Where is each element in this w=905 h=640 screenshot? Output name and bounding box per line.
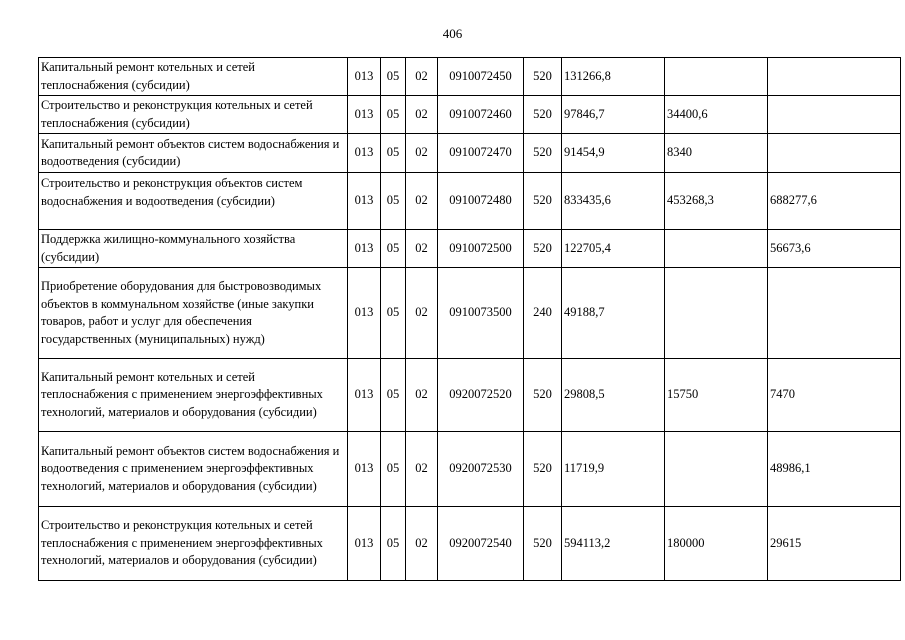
amount-3: 56673,6 xyxy=(768,230,901,268)
expense-type-code: 520 xyxy=(524,173,562,230)
table-row xyxy=(39,268,901,359)
table-row xyxy=(39,507,901,581)
target-article-code: 0910072500 xyxy=(438,230,524,268)
amount-2: 34400,6 xyxy=(665,96,768,134)
expense-type-code: 520 xyxy=(524,507,562,581)
amount-2: 8340 xyxy=(665,134,768,173)
table-row xyxy=(39,134,901,173)
target-article-code: 0910073500 xyxy=(438,268,524,359)
amount-1: 594113,2 xyxy=(562,507,665,581)
amount-1: 29808,5 xyxy=(562,359,665,432)
table-row xyxy=(39,173,901,230)
amount-1: 97846,7 xyxy=(562,96,665,134)
row-name: Строительство и реконструкция котельных и сетей теплоснабжения (субсидии) xyxy=(39,96,348,134)
section-code: 05 xyxy=(381,173,406,230)
table-row xyxy=(39,96,901,134)
expense-type-code: 520 xyxy=(524,230,562,268)
section-code: 05 xyxy=(381,432,406,507)
table-row xyxy=(39,359,901,432)
amount-3: 688277,6 xyxy=(768,173,901,230)
section-code: 05 xyxy=(381,96,406,134)
amount-2 xyxy=(665,432,768,507)
expense-type-code: 240 xyxy=(524,268,562,359)
table-row xyxy=(39,432,901,507)
section-code: 05 xyxy=(381,58,406,96)
section-code: 05 xyxy=(381,230,406,268)
section-code: 05 xyxy=(381,507,406,581)
subsection-code: 02 xyxy=(406,359,438,432)
target-article-code: 0920072530 xyxy=(438,432,524,507)
amount-2 xyxy=(665,230,768,268)
ministry-code: 013 xyxy=(348,230,381,268)
target-article-code: 0910072470 xyxy=(438,134,524,173)
target-article-code: 0910072450 xyxy=(438,58,524,96)
amount-1: 833435,6 xyxy=(562,173,665,230)
amount-3 xyxy=(768,96,901,134)
subsection-code: 02 xyxy=(406,134,438,173)
amount-1: 11719,9 xyxy=(562,432,665,507)
amount-3: 48986,1 xyxy=(768,432,901,507)
page-number: 406 xyxy=(442,26,463,41)
ministry-code: 013 xyxy=(348,96,381,134)
section-code: 05 xyxy=(381,359,406,432)
section-code: 05 xyxy=(381,268,406,359)
subsection-code: 02 xyxy=(406,230,438,268)
subsection-code: 02 xyxy=(406,432,438,507)
amount-3 xyxy=(768,58,901,96)
row-name: Строительство и реконструкция объектов систем водоснабжения и водоотведения (субсидии) xyxy=(39,173,348,230)
amount-3: 29615 xyxy=(768,507,901,581)
ministry-code: 013 xyxy=(348,173,381,230)
target-article-code: 0920072520 xyxy=(438,359,524,432)
expense-type-code: 520 xyxy=(524,359,562,432)
amount-3: 7470 xyxy=(768,359,901,432)
row-name: Строительство и реконструкция котельных и сетей теплоснабжения с применением энергоэффективных технологий, материалов и оборудования (субсидии) xyxy=(39,507,348,581)
table-row xyxy=(39,230,901,268)
expense-type-code: 520 xyxy=(524,96,562,134)
row-name: Капитальный ремонт объектов систем водоснабжения и водоотведения (субсидии) xyxy=(39,134,348,173)
row-name: Капитальный ремонт объектов систем водоснабжения и водоотведения с применением энергоэффективных технологий, материалов и оборудования (субсидии) xyxy=(39,432,348,507)
ministry-code: 013 xyxy=(348,359,381,432)
amount-2: 15750 xyxy=(665,359,768,432)
target-article-code: 0910072460 xyxy=(438,96,524,134)
row-name: Приобретение оборудования для быстровозводимых объектов в коммунальном хозяйстве (иные закупки товаров, работ и услуг для обеспечения государственных (муниципальных) нужд) xyxy=(39,268,348,359)
target-article-code: 0920072540 xyxy=(438,507,524,581)
amount-3 xyxy=(768,268,901,359)
subsection-code: 02 xyxy=(406,173,438,230)
target-article-code: 0910072480 xyxy=(438,173,524,230)
ministry-code: 013 xyxy=(348,134,381,173)
ministry-code: 013 xyxy=(348,268,381,359)
ministry-code: 013 xyxy=(348,507,381,581)
expense-type-code: 520 xyxy=(524,134,562,173)
amount-1: 122705,4 xyxy=(562,230,665,268)
ministry-code: 013 xyxy=(348,432,381,507)
expense-type-code: 520 xyxy=(524,58,562,96)
amount-2: 180000 xyxy=(665,507,768,581)
subsection-code: 02 xyxy=(406,268,438,359)
subsection-code: 02 xyxy=(406,507,438,581)
amount-1: 91454,9 xyxy=(562,134,665,173)
table-row xyxy=(39,58,901,96)
amount-3 xyxy=(768,134,901,173)
amount-2: 453268,3 xyxy=(665,173,768,230)
expense-type-code: 520 xyxy=(524,432,562,507)
subsection-code: 02 xyxy=(406,58,438,96)
budget-table xyxy=(38,57,901,581)
amount-1: 131266,8 xyxy=(562,58,665,96)
row-name: Капитальный ремонт котельных и сетей теплоснабжения (субсидии) xyxy=(39,58,348,96)
section-code: 05 xyxy=(381,134,406,173)
amount-2 xyxy=(665,268,768,359)
row-name: Поддержка жилищно-коммунального хозяйства (субсидии) xyxy=(39,230,348,268)
row-name: Капитальный ремонт котельных и сетей теплоснабжения с применением энергоэффективных технологий, материалов и оборудования (субсидии) xyxy=(39,359,348,432)
ministry-code: 013 xyxy=(348,58,381,96)
subsection-code: 02 xyxy=(406,96,438,134)
amount-1: 49188,7 xyxy=(562,268,665,359)
amount-2 xyxy=(665,58,768,96)
